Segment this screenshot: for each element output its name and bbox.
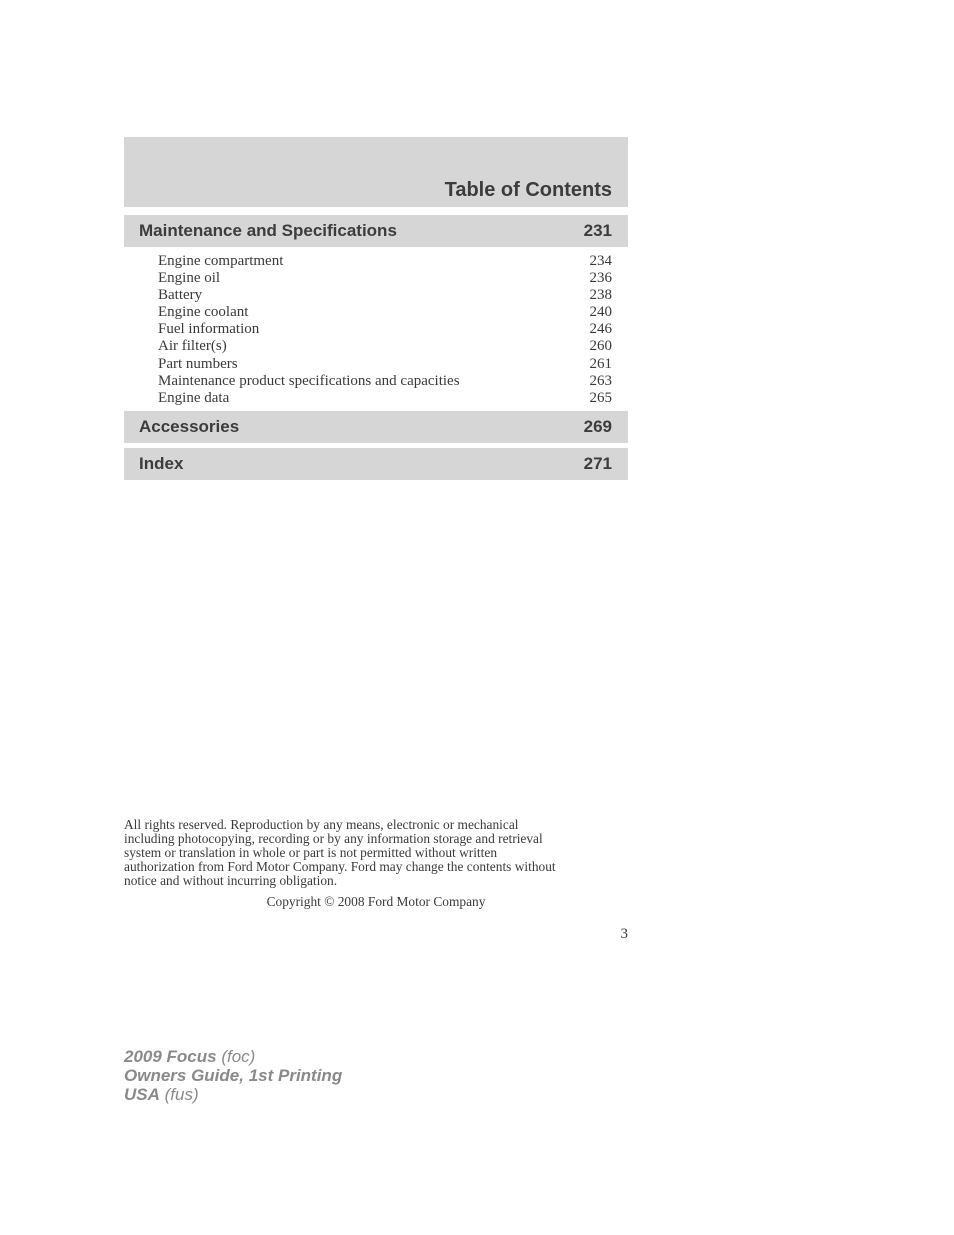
section-label: Accessories (139, 417, 240, 436)
footer-model-code: (foc) (216, 1047, 256, 1066)
toc-header (124, 137, 628, 207)
legal-line: system or translation in whole or part is not permitted without written (124, 845, 498, 860)
section-page: 269 (583, 417, 612, 436)
entry-label: Engine coolant (158, 304, 249, 321)
entry-label: Engine compartment (158, 253, 284, 269)
toc-entry[interactable] (158, 338, 612, 355)
toc-entry[interactable] (158, 287, 612, 304)
entry-page: 261 (589, 355, 612, 372)
footer-guide: Owners Guide, 1st Printing (124, 1066, 343, 1085)
footer-line-market (124, 1085, 342, 1104)
footer-market: USA (124, 1085, 160, 1104)
toc-entry[interactable] (158, 253, 612, 270)
legal-notice (124, 818, 628, 888)
section-label: Index (139, 454, 184, 473)
entry-label: Battery (158, 287, 203, 304)
entry-page: 240 (589, 304, 612, 321)
toc-entry[interactable] (158, 304, 612, 321)
legal-line: authorization from Ford Motor Company. Ford may change the contents without (124, 859, 556, 874)
entry-label: Air filter(s) (158, 338, 227, 355)
entry-page: 263 (589, 372, 612, 389)
entry-label: Fuel information (158, 321, 260, 338)
legal-line: notice and without incurring obligation. (124, 873, 338, 888)
entry-label: Engine oil (158, 270, 221, 287)
entry-page: 236 (589, 270, 612, 287)
toc-entry[interactable] (158, 373, 612, 390)
legal-line: including photocopying, recording or by any information storage and retrieval (124, 831, 543, 846)
toc-entry[interactable] (158, 390, 612, 407)
document-footer (124, 1047, 342, 1104)
page-title: Table of Contents (444, 179, 612, 201)
footer-market-code: (fus) (159, 1085, 199, 1104)
page-number: 3 (620, 926, 628, 942)
entry-label: Engine data (158, 389, 230, 406)
entry-page: 238 (589, 287, 612, 304)
section-index[interactable] (124, 448, 628, 480)
entry-page: 246 (589, 321, 612, 338)
section-maintenance[interactable] (124, 215, 628, 247)
entry-page: 260 (589, 338, 612, 355)
toc-entry[interactable] (158, 321, 612, 338)
entry-label: Maintenance product specifications and capacities (158, 372, 460, 389)
toc-entry[interactable] (158, 356, 612, 373)
toc-entry[interactable] (158, 270, 612, 287)
entry-page: 234 (589, 253, 612, 269)
section-accessories[interactable] (124, 411, 628, 443)
footer-line-model (124, 1047, 342, 1066)
copyright-line: Copyright © 2008 Ford Motor Company (266, 894, 486, 909)
legal-line: All rights reserved. Reproduction by any means, electronic or mechanical (124, 817, 519, 832)
section-page: 231 (583, 221, 612, 240)
section-page: 271 (583, 454, 612, 473)
entry-page: 265 (589, 389, 612, 406)
entry-label: Part numbers (158, 355, 238, 372)
section-label: Maintenance and Specifications (139, 221, 397, 240)
footer-model: 2009 Focus (124, 1047, 217, 1066)
toc-entry-list (158, 253, 612, 407)
footer-line-guide (124, 1066, 342, 1085)
